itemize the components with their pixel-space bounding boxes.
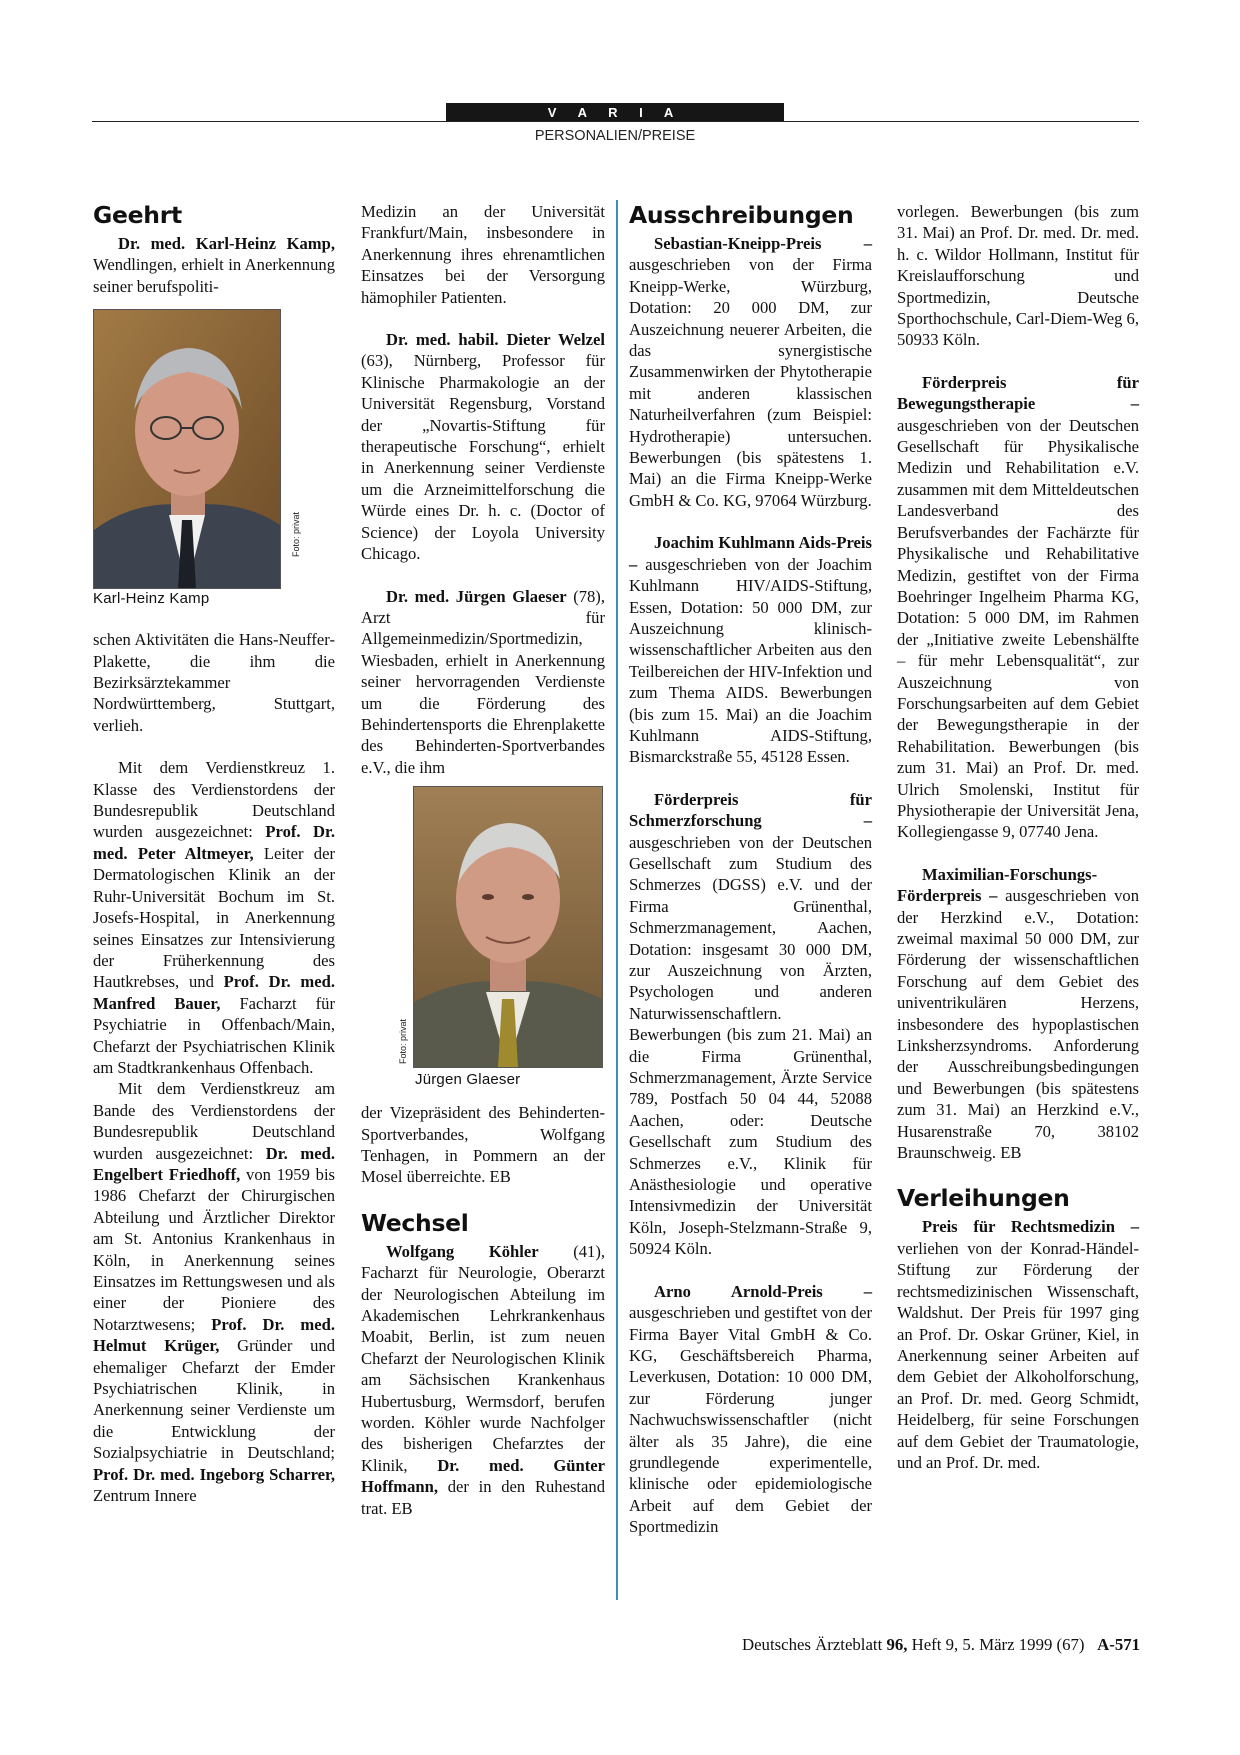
person-name: Wolfgang Köhler (386, 1241, 539, 1261)
photo-caption: Jürgen Glaeser (415, 1071, 521, 1089)
prize-name: Förderpreis für Schmerzforschung – (629, 789, 872, 831)
prize-name: Joachim Kuhlmann Aids-Preis – (629, 533, 872, 574)
person-name: Prof. Dr. med. Helmut Krüger, (93, 1314, 335, 1356)
paragraph-verdienstkreuz-bande: Mit dem Verdienstkreuz am Bande des Verdienstordens der Bundesrepublik Deutschland wurden ausgezeichnet: Dr. med. Engelbert Friedhoff, von 1959 bis 1986 Chefarzt der Chirurgischen Abteilung und Ärztlicher Direktor am St. Antonius Krankenhaus in Köln, in Anerkennung seines Einsatzes im Rettungswesen und als einer der Pioniere des Notarztwesens; Prof. Dr. med. Helmut Krüger, Gründer und ehemaliger Chefarzt der Emder Psychiatrischen Klinik, in Anerkennung seiner Verdienste um die Entwicklung der Sozialpsychiatrie in Deutschland; Prof. Dr. med. Ingeborg Scharrer, Zentrum Innere (93, 1079, 336, 1506)
portrait-kamp-image (94, 310, 280, 588)
photo-caption: Karl-Heinz Kamp (93, 590, 210, 608)
portrait-glaeser-image (414, 787, 602, 1067)
paragraph-koehler: Wolfgang Köhler (41), Facharzt für Neurologie, Oberarzt der Neurologischen Abteilung im Akademischen Lehrkrankenhaus Moabit, Berlin, ist zum neuen Chefarzt der Neurologischen Klinik am Sächsischen Krankenhaus Hubertusburg, Wermsdorf, berufen worden. Köhler wurde Nachfolger des bisherigen Chefarztes der Klinik, Dr. med. Günter Hoffmann, der in den Ruhestand trat. EB (361, 1241, 605, 1518)
subsection-title: PERSONALIEN/PREISE (534, 128, 696, 144)
person-name: Prof. Dr. med. Manfred Bauer, (93, 972, 335, 1013)
column-divider (616, 200, 618, 1600)
paragraph-kamp: Dr. med. Karl-Heinz Kamp, Wendlingen, erhielt in Anerkennung seiner berufspoliti- (93, 234, 335, 296)
person-name: Dr. med. habil. Dieter Welzel (386, 330, 605, 350)
person-name: Prof. Dr. med. Ingeborg Scharrer, (93, 1464, 335, 1484)
column-2 (361, 201, 605, 1519)
paragraph-kuhlmann: Joachim Kuhlmann Aids-Preis – ausgeschrieben von der Joachim Kuhlmann HIV/AIDS-Stiftung, Essen, Dotation: 50 000 DM, zur Auszeichnung klinisch-wissenschaftlicher Arbeiten aus den Teilbereichen der HIV-Infektion und zum Thema AIDS. Bewerbungen (bis zum 15. Mai) an die Joachim Kuhlmann AIDS-Stiftung, Bismarckstraße 55, 45128 Essen. (629, 533, 872, 767)
column-4 (897, 201, 1139, 1473)
header-rule (92, 121, 1139, 122)
paragraph-bewegungstherapie: Förderpreis für Bewegungstherapie – ausgeschrieben von der Deutschen Gesellschaft für Physikalische Medizin und Rehabilitation e.V. zusammen mit dem Mitteldeutschen Landesverband des Berufsverbandes der Fachärzte für Physikalische und Rehabilitative Medizin, gestiftet von der Firma Boehringer Ingelheim Pharma KG, Dotation: 5 000 DM, im Rahmen der „Initiative zweite Lebenshälfte – für mehr Lebensqualität“, zur Auszeichnung von Forschungsarbeiten auf dem Gebiet der Bewegungstherapie in der Rehabilitation. Bewerbungen (bis zum 31. Mai) an Prof. Dr. med. Ulrich Smolenski, Institut für Physiotherapie der Universität Jena, Kollegiengasse 9, 07740 Jena. (897, 372, 1139, 842)
person-name: Dr. med. Engelbert Friedhoff, (93, 1143, 335, 1184)
paragraph-scharrer-cont: Medizin an der Universität Frankfurt/Main, insbesondere in Anerkennung ihres ehrenamtlichen Einsatzes bei der Versorgung hämophiler Patienten. (361, 202, 605, 307)
person-name: Dr. med. Karl-Heinz Kamp, (118, 234, 335, 253)
person-name: Dr. med. Günter Hoffmann, (361, 1455, 605, 1497)
heading-geehrt: Geehrt (93, 201, 182, 229)
paragraph-schmerzforschung: Förderpreis für Schmerzforschung – ausgeschrieben von der Deutschen Gesellschaft zum Studium des Schmerzes (DGSS) e.V. und der Firma Grünenthal, Schmerzmanagement, Aachen, Dotation: insgesamt 30 000 DM, zur Auszeichnung von Ärzten, Psychologen und anderen Naturwissenschaftlern. Bewerbungen (bis zum 21. Mai) an die Firma Grünenthal, Schmerzmanagement, Ärzte Service 789, Postfach 50 04 44, 52088 Aachen, oder: Deutsche Gesellschaft zum Studium des Schmerzes e.V., Klinik für Anästhesiologie und operative Intensivmedizin der Universität Köln, Joseph-Stelzmann-Straße 9, 50924 Köln. (629, 789, 872, 1259)
page-footer: Deutsches Ärzteblatt 96, Heft 9, 5. März 1999 (67) A-571 (741, 1635, 1140, 1654)
photo-block-glaeser (361, 786, 605, 1089)
photo-block-kamp (93, 309, 335, 591)
paragraph-glaeser: Dr. med. Jürgen Glaeser (78), Arzt für Allgemeinmedizin/Sportmedizin, Wiesbaden, erhielt in Anerkennung seiner hervorragenden Verdienste um die Förderung des Behindertensports die Ehrenplakette des Behinderten-Sportverbandes e.V., die ihm (361, 586, 605, 777)
paragraph-kneipp: Sebastian-Kneipp-Preis – ausgeschrieben von der Firma Kneipp-Werke, Würzburg, Dotation: 20 000 DM, zur Auszeichnung neuerer Arbeiten, die das synergistische Zusammenwirken der Phytotherapie mit anderen klassischen Naturheilverfahren (zum Beispiel: Hydrotherapie) untersuchen. Bewerbungen (bis spätestens 1. Mai) an die Firma Kneipp-Werke GmbH & Co. KG, 97064 Würzburg. (629, 234, 872, 510)
prize-name: Förderpreis für Bewegungstherapie – (897, 372, 1139, 414)
photo-kamp (93, 309, 281, 589)
paragraph-kamp-cont: schen Aktivitäten die Hans-Neuffer-Plakette, die ihm die Bezirksärztekammer Nordwürttemberg, Stuttgart, verlieh. (93, 630, 335, 735)
prize-name: Sebastian-Kneipp-Preis – (654, 234, 872, 253)
person-name: Prof. Dr. med. Peter Altmeyer, (93, 822, 335, 863)
heading-wechsel: Wechsel (361, 1208, 469, 1237)
paragraph-glaeser-cont: der Vizepräsident des Behinderten-Sportverbandes, Wolfgang Tenhagen, in Pommern an der Mosel überreichte. EB (361, 1103, 605, 1187)
photo-glaeser (413, 786, 603, 1068)
prize-name: Arno Arnold-Preis – (654, 1281, 872, 1301)
section-label: V A R I A (446, 103, 784, 122)
paragraph-rechtsmedizin: Preis für Rechtsmedizin – verliehen von der Konrad-Händel-Stiftung zur Förderung der rechtsmedizinischen Wissenschaft, Waldshut. Der Preis für 1997 ging an Prof. Dr. Oskar Grüner, Kiel, in Anerkennung seiner Arbeiten auf dem Gebiet der Alkoholforschung, an Prof. Dr. med. Georg Schmidt, Heidelberg, für seine Forschungen auf dem Gebiet der Traumatologie, und an Prof. Dr. med. (897, 1217, 1139, 1472)
paragraph-arnold: Arno Arnold-Preis – ausgeschrieben und gestiftet von der Firma Bayer Vital GmbH & Co. KG, Geschäftsbereich Pharma, Leverkusen, Dotation: 10 000 DM, zur Förderung junger Nachwuchswissenschaftler (nicht älter als 35 Jahre), die eine grundlegende experimentelle, klinische oder epidemiologische Arbeit auf dem Gebiet der Sportmedizin (629, 1281, 872, 1537)
prize-name: Maximilian-Forschungs-Förderpreis – (897, 864, 1098, 906)
paragraph-arnold-cont: vorlegen. Bewerbungen (bis zum 31. Mai) an Prof. Dr. med. Dr. med. h. c. Wildor Hollmann, Institut für Kreislaufforschung und Sportmedizin, Deutsche Sporthochschule, Carl-Diem-Weg 6, 50933 Köln. (897, 202, 1139, 350)
person-name: Dr. med. Jürgen Glaeser (386, 586, 567, 606)
column-3 (629, 201, 872, 1538)
paragraph-maximilian: Maximilian-Forschungs-Förderpreis – ausgeschrieben von der Herzkind e.V., Dotation: zweimal maximal 50 000 DM, zur Förderung der wissenschaftlichen Forschung auf dem Gebiet des univentrikulären Herzens, insbesondere des hypoplastischen Linksherzsyndroms. Anforderung der Ausschreibungsbedingungen und Bewerbungen (bis spätestens zum 31. Mai) an Herzkind e.V., Husarenstraße 70, 38102 Braunschweig. EB (897, 864, 1139, 1163)
photo-credit: Foto: privat (291, 512, 301, 558)
heading-verleihungen: Verleihungen (897, 1184, 1070, 1213)
column-1 (93, 201, 335, 1506)
prize-name: Preis für Rechtsmedizin – (922, 1217, 1139, 1237)
photo-credit: Foto: privat (398, 1019, 408, 1065)
paragraph-welzel: Dr. med. habil. Dieter Welzel (63), Nürnberg, Professor für Klinische Pharmakologie an der Universität Regensburg, Vorstand der „Novartis-Stiftung für therapeutische Forschung“, erhielt in Anerkennung seiner Verdienste um die Arzneimittelforschung die Würde eines Dr. h. c. (Doctor of Science) der Loyola University Chicago. (361, 330, 605, 564)
paragraph-verdienstkreuz-1: Mit dem Verdienstkreuz 1. Klasse des Verdienstordens der Bundesrepublik Deutschland wurden ausgezeichnet: Prof. Dr. med. Peter Altmeyer, Leiter der Dermatologischen Klinik an der Ruhr-Universität Bochum im St. Josefs-Hospital, in Anerkennung seines Einsatzes zur Intensivierung der Früherkennung des Hautkrebses, und Prof. Dr. med. Manfred Bauer, Facharzt für Psychiatrie in Offenbach/Main, Chefarzt der Psychiatrischen Klinik am Stadtkrankenhaus Offenbach. (93, 758, 335, 1077)
page-number: A-571 (1097, 1635, 1140, 1654)
heading-ausschreibungen: Ausschreibungen (629, 201, 854, 229)
